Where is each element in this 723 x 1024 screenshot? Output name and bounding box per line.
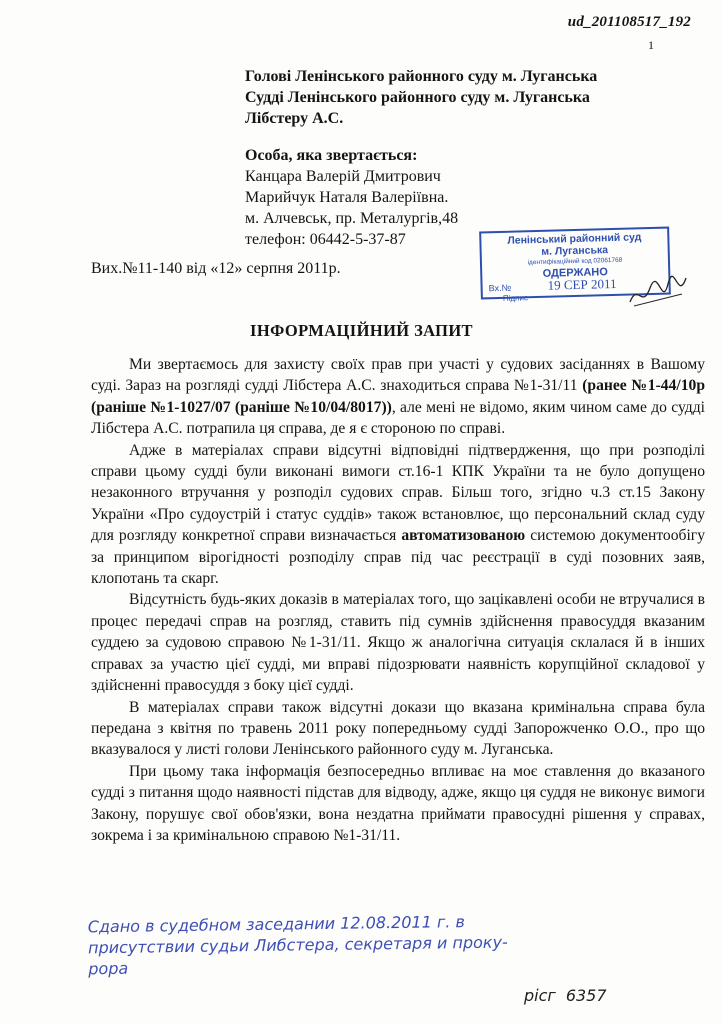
stamp-court-name: Ленінський районний суд xyxy=(507,231,642,247)
paragraph: Відсутність будь-яких доказів в матеріалах того, що зацікавлені особи не втручалися в процес передачі справ на розгляд, ставить під сумнів здійснення правосуддя вказаним суддею за судовою справою №1-31/11. Якщо ж аналогічна ситуація склалася й в інших справах за участю цієї судді, ми вправі підозрювати наявність корупційної складової у здійсненні правосуддя з боку цієї судді. xyxy=(91,591,705,695)
addressee-line: Голові Ленінського районного суду м. Луганська xyxy=(245,68,598,85)
registration-number xyxy=(514,986,607,1005)
addressee-line: Судді Ленінського районного суду м. Луганська xyxy=(245,89,590,106)
stamp-date: 19 СЕР 2011 xyxy=(547,275,617,293)
emphasis-bold: автоматизованою xyxy=(401,527,526,545)
letter-body xyxy=(91,354,705,846)
handwritten-note xyxy=(88,908,709,980)
paragraph-text: системою документообігу за принципом вірогідності розподілу справ під час реєстрації в суді позовних заяв, клопотань та скарг. xyxy=(91,527,705,588)
registration-prefix: рісг xyxy=(524,986,556,1005)
registration-number-value: 6357 xyxy=(565,986,607,1005)
paragraph-text: Адже в матеріалах справи відсутні відповідні підтвердження, що при розподілі справи цьому судді були виконані вимоги ст.16-1 КПК України та не було допущено незаконного втручання у розподіл судових справ. Більш того, згідно ч.3 ст.15 Закону України «Про судоустрій і статус суддів» також встановлює, що персональний склад суду для розгляду конкретної справи визначається xyxy=(91,441,705,545)
signature-scribble xyxy=(628,272,688,312)
stamp-signature-label: Підпис xyxy=(502,293,529,303)
requester-line: Канцара Валерій Дмитрович xyxy=(245,168,441,185)
paragraph xyxy=(91,354,705,440)
handwritten-line: Сдано в судебном заседании 12.08.2011 г. в xyxy=(87,912,466,937)
requester-label: Особа, яка звертається: xyxy=(245,147,418,164)
addressee-block xyxy=(245,66,685,129)
page-number: 1 xyxy=(648,38,654,52)
case-numbers-bold: (ранее №1-44/10р (раніше №1-1027/07 (раніше №10/04/8017)) xyxy=(91,377,705,416)
paragraph: В матеріалах справи також відсутні докази що вказана кримінальна справа була передана з квітня по травень 2011 року попередньому судді Запорожченко О.О., про що вказувалося у листі голови Ленінського районного суду м. Луганська. xyxy=(91,698,705,759)
addressee-line: Лібстеру А.С. xyxy=(245,110,344,127)
requester-line: телефон: 06442-5-37-87 xyxy=(245,231,406,248)
paragraph-text: Ми звертаємось для захисту своїх прав при участі у судових засіданнях в Вашому суді. Зараз на розгляді судді Лібстера А.С. знаходиться справа №1-31/11 xyxy=(91,356,705,395)
document-title: ІНФОРМАЦІЙНИЙ ЗАПИТ xyxy=(250,321,473,340)
outgoing-reference: Вих.№11-140 від «12» серпня 2011р. xyxy=(91,260,341,277)
paragraph xyxy=(91,440,705,590)
handwritten-line: присутствии судьи Либстера, секретаря и проку- xyxy=(87,932,508,958)
requester-line: м. Алчевськ, пр. Металургів,48 xyxy=(245,210,459,227)
stamp-received: ОДЕРЖАНО xyxy=(542,266,608,280)
stamp-city: м. Луганська xyxy=(541,244,609,258)
paragraph: При цьому така інформація безпосередньо впливає на моє ставлення до вказаного судді з питання щодо наявності підстав для відводу, адже, якщо ця суддя не виконує вимоги Закону, порушує свої обов'язки, вона нездатна приймати правосудні рішення у справах, зокрема і за кримінальною справою №1-31/11. xyxy=(91,762,705,844)
requester-line: Марийчук Наталя Валеріївна. xyxy=(245,189,449,206)
stamp-id-code: ідентифікаційний код 02061768 xyxy=(527,256,623,267)
handwritten-line: рора xyxy=(88,958,129,979)
document-id: ud_201108517_192 xyxy=(567,14,691,30)
stamp-prefix: Вх.№ xyxy=(488,282,512,294)
paragraph-text: , але мені не відомо, яким чином саме до судді Лібстера А.С. потрапила ця справа, де я є стороною по справі. xyxy=(91,398,705,438)
